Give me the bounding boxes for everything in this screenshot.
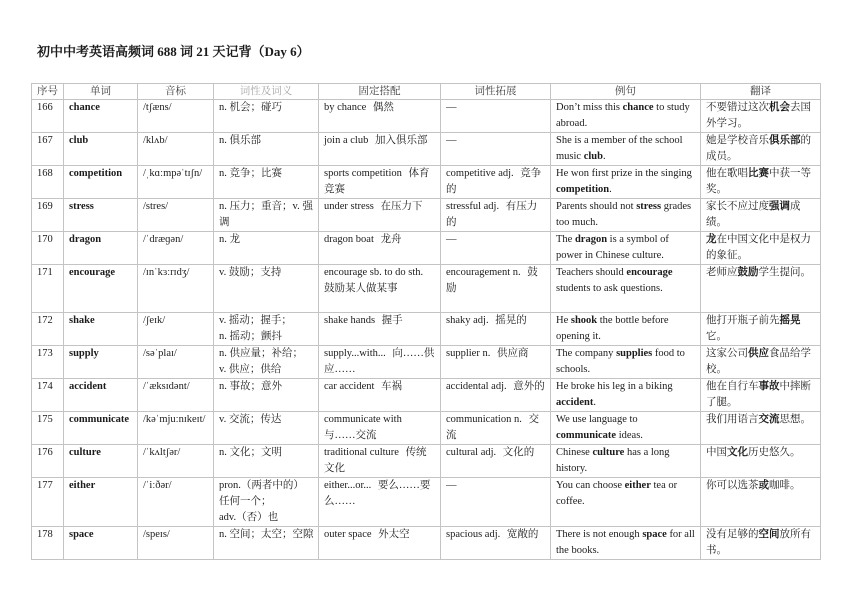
example-keyword: encourage: [626, 267, 673, 278]
translation-text: 在中国文化中是权力的象征。: [706, 234, 811, 261]
vocabulary-table: [31, 83, 821, 560]
example-keyword: either: [624, 480, 651, 491]
collocation-meaning: 向……供应……: [324, 348, 435, 375]
example-text: He broke his leg in a biking: [556, 381, 673, 392]
meaning-line: n. 竞争；比赛: [219, 168, 282, 179]
example-text: He: [556, 315, 571, 326]
example-keyword: chance: [622, 102, 654, 113]
vocabulary-word: chance: [64, 100, 138, 133]
word-form-extension: [441, 379, 551, 412]
example-text: Teachers should: [556, 267, 627, 278]
word-form-extension: [441, 478, 551, 527]
example-sentence: [551, 527, 701, 560]
extension-word: —: [446, 234, 457, 245]
part-of-speech-meaning: [214, 199, 319, 232]
translation-text: 它。: [706, 331, 727, 342]
vocabulary-word: communicate: [64, 412, 138, 445]
table-row: [32, 346, 821, 379]
collocation-phrase: either...or...: [324, 480, 372, 491]
meaning-line: pron.（两者中的）: [219, 480, 304, 491]
extension-word: spacious adj.: [446, 529, 501, 540]
translation: [701, 527, 821, 560]
part-of-speech-meaning: [214, 527, 319, 560]
meaning-line: adv.（否）也: [219, 512, 279, 523]
collocation-phrase: shake hands: [324, 315, 376, 326]
collocation-meaning: 握手: [381, 315, 403, 326]
collocation-meaning: 在压力下: [380, 201, 423, 212]
extension-word: accidental adj.: [446, 381, 507, 392]
example-sentence: [551, 166, 701, 199]
translation-text: 去国外学习。: [706, 102, 811, 129]
column-header-number: 序号: [32, 84, 64, 100]
table-row: [32, 478, 821, 527]
extension-meaning: 文化的: [502, 447, 535, 458]
collocation-phrase: under stress: [324, 201, 374, 212]
collocation-phrase: traditional culture: [324, 447, 399, 458]
phonetic-transcription: /klʌb/: [138, 133, 214, 166]
translation-keyword: 事故: [758, 381, 780, 392]
extension-meaning: 意外的: [513, 381, 545, 392]
example-sentence: [551, 133, 701, 166]
fixed-collocation: [319, 232, 441, 265]
meaning-line: 任何一个；: [219, 496, 272, 507]
example-text: The: [556, 234, 575, 245]
part-of-speech-meaning: [214, 478, 319, 527]
extension-word: shaky adj.: [446, 315, 489, 326]
vocabulary-word: supply: [64, 346, 138, 379]
row-number: 174: [32, 379, 64, 412]
vocabulary-word: encourage: [64, 265, 138, 313]
example-text: for all the books.: [556, 529, 695, 556]
row-number: 168: [32, 166, 64, 199]
word-form-extension: [441, 346, 551, 379]
example-text: grades too much.: [556, 201, 692, 228]
translation-text: 她是学校音乐: [706, 135, 769, 146]
translation-keyword: 摇晃: [779, 315, 801, 326]
extension-meaning: 鼓励: [446, 267, 538, 294]
meaning-line: n. 摇动；颤抖: [219, 331, 282, 342]
example-sentence: [551, 100, 701, 133]
column-header-translation: 翻译: [701, 84, 821, 100]
table-body: [32, 100, 821, 560]
translation-text: 他打开瓶子前先: [706, 315, 780, 326]
table-row: [32, 445, 821, 478]
collocation-phrase: communicate with: [324, 414, 402, 425]
collocation-phrase: dragon boat: [324, 234, 374, 245]
extension-word: —: [446, 102, 457, 113]
extension-word: stressful adj.: [446, 201, 500, 212]
phonetic-transcription: /ʃeɪk/: [138, 313, 214, 346]
word-form-extension: [441, 199, 551, 232]
translation-text: 中国: [706, 447, 727, 458]
part-of-speech-meaning: [214, 133, 319, 166]
table-row: [32, 265, 821, 313]
part-of-speech-meaning: [214, 100, 319, 133]
phonetic-transcription: /stres/: [138, 199, 214, 232]
translation-keyword: 供应: [748, 348, 769, 359]
translation: [701, 265, 821, 313]
extension-word: competitive adj.: [446, 168, 514, 179]
extension-word: encouragement n.: [446, 267, 521, 278]
example-text: Chinese: [556, 447, 593, 458]
example-text: The company: [556, 348, 617, 359]
page-title: 初中中考英语高频词 688 词 21 天记背（Day 6）: [37, 44, 310, 59]
vocabulary-word: space: [64, 527, 138, 560]
table-row: [32, 313, 821, 346]
translation-keyword: 比赛: [748, 168, 769, 179]
extension-meaning: 摇晃的: [495, 315, 527, 326]
row-number: 166: [32, 100, 64, 133]
translation-keyword: 鼓励: [737, 267, 759, 278]
example-keyword: culture: [592, 447, 625, 458]
table-row: [32, 166, 821, 199]
example-sentence: [551, 478, 701, 527]
fixed-collocation: [319, 100, 441, 133]
meaning-line: n. 龙: [219, 234, 240, 245]
translation-text: 没有足够的: [706, 529, 759, 540]
example-sentence: [551, 313, 701, 346]
phonetic-transcription: /ɪnˈkɜːrɪdʒ/: [138, 265, 214, 313]
vocabulary-word: competition: [64, 166, 138, 199]
part-of-speech-meaning: [214, 166, 319, 199]
example-text: We use language to: [556, 414, 638, 425]
fixed-collocation: [319, 445, 441, 478]
phonetic-transcription: /ˈæksɪdənt/: [138, 379, 214, 412]
meaning-line: v. 鼓励；支持: [219, 267, 282, 278]
translation-text: 历史悠久。: [748, 447, 801, 458]
translation: [701, 166, 821, 199]
collocation-phrase: encourage sb. to do sth.: [324, 267, 424, 278]
example-keyword: space: [642, 529, 667, 540]
fixed-collocation: [319, 199, 441, 232]
example-text: has a long history.: [556, 447, 670, 474]
translation: [701, 133, 821, 166]
collocation-phrase: by chance: [324, 102, 367, 113]
meaning-line: v. 供应；供给: [219, 364, 282, 375]
extension-meaning: 宽敞的: [506, 529, 539, 540]
example-keyword: competition: [556, 184, 610, 195]
part-of-speech-meaning: [214, 265, 319, 313]
fixed-collocation: [319, 527, 441, 560]
collocation-meaning: 传统文化: [324, 447, 427, 474]
collocation-meaning: 车祸: [381, 381, 403, 392]
collocation-meaning: 偶然: [372, 102, 394, 113]
example-text: food to schools.: [556, 348, 685, 375]
translation: [701, 412, 821, 445]
translation-text: 咖啡。: [769, 480, 801, 491]
fixed-collocation: [319, 346, 441, 379]
extension-meaning: 交流: [446, 414, 539, 441]
example-text: .: [593, 397, 596, 408]
translation: [701, 478, 821, 527]
example-text: Don’t miss this: [556, 102, 623, 113]
table-row: [32, 379, 821, 412]
extension-meaning: 竞争的: [446, 168, 542, 195]
meaning-line: n. 机会；碰巧: [219, 102, 282, 113]
example-text: tea or coffee.: [556, 480, 678, 507]
extension-meaning: 供应商: [496, 348, 529, 359]
fixed-collocation: [319, 166, 441, 199]
collocation-meaning: 外太空: [378, 529, 410, 540]
example-text: ideas.: [616, 430, 643, 441]
meaning-line: n. 文化；文明: [219, 447, 282, 458]
meaning-line: v. 交流；传达: [219, 414, 282, 425]
table-row: [32, 199, 821, 232]
example-keyword: shook: [570, 315, 598, 326]
phonetic-transcription: /ˌkɑːmpəˈtɪʃn/: [138, 166, 214, 199]
extension-word: communication n.: [446, 414, 522, 425]
word-form-extension: [441, 100, 551, 133]
example-keyword: stress: [636, 201, 662, 212]
example-keyword: dragon: [574, 234, 608, 245]
example-sentence: [551, 199, 701, 232]
word-form-extension: [441, 412, 551, 445]
column-header-example: 例句: [551, 84, 701, 100]
word-form-extension: [441, 133, 551, 166]
example-text: the bottle before opening it.: [556, 315, 669, 342]
fixed-collocation: [319, 379, 441, 412]
column-header-extension: 词性拓展: [441, 84, 551, 100]
translation-text: 成绩。: [706, 201, 801, 228]
translation-text: 你可以选茶: [706, 480, 759, 491]
example-text: She is a member of the school music: [556, 135, 683, 162]
example-text: He won first prize in the singing: [556, 168, 692, 179]
collocation-phrase: car accident: [324, 381, 375, 392]
table-row: [32, 100, 821, 133]
phonetic-transcription: /ˈdræɡən/: [138, 232, 214, 265]
translation: [701, 100, 821, 133]
table-row: [32, 412, 821, 445]
translation: [701, 346, 821, 379]
translation-text: 我们用语言: [706, 414, 759, 425]
translation-text: 食品给学校。: [706, 348, 811, 375]
word-form-extension: [441, 232, 551, 265]
translation: [701, 313, 821, 346]
phonetic-transcription: /səˈplaɪ/: [138, 346, 214, 379]
fixed-collocation: [319, 313, 441, 346]
translation-keyword: 机会: [769, 102, 790, 113]
part-of-speech-meaning: [214, 445, 319, 478]
example-text: .: [609, 184, 612, 195]
example-text: students to ask questions.: [556, 283, 663, 294]
meaning-line: n. 供应量；补给；: [219, 348, 303, 359]
translation: [701, 445, 821, 478]
column-header-collocation: 固定搭配: [319, 84, 441, 100]
example-text: .: [602, 151, 606, 162]
meaning-line: v. 摇动；握手；: [219, 315, 292, 326]
collocation-meaning: 体育竞赛: [324, 168, 430, 195]
phonetic-transcription: /tʃæns/: [138, 100, 214, 133]
translation-keyword: 强调: [769, 201, 790, 212]
translation-text: 放所有书。: [706, 529, 811, 556]
vocabulary-word: culture: [64, 445, 138, 478]
word-form-extension: [441, 265, 551, 313]
example-keyword: communicate: [556, 430, 617, 441]
translation-text: 家长不应过度: [706, 201, 769, 212]
part-of-speech-meaning: [214, 232, 319, 265]
word-form-extension: [441, 527, 551, 560]
fixed-collocation: [319, 133, 441, 166]
word-form-extension: [441, 313, 551, 346]
translation-text: 思想。: [779, 414, 811, 425]
row-number: 177: [32, 478, 64, 527]
vocabulary-word: stress: [64, 199, 138, 232]
extension-word: —: [446, 480, 457, 491]
example-keyword: accident: [556, 397, 594, 408]
row-number: 178: [32, 527, 64, 560]
example-sentence: [551, 346, 701, 379]
example-keyword: supplies: [616, 348, 653, 359]
translation-text: 他在自行车: [706, 381, 759, 392]
collocation-meaning: 鼓励某人做某事: [324, 283, 398, 294]
meaning-line: n. 俱乐部: [219, 135, 261, 146]
word-form-extension: [441, 445, 551, 478]
translation-text: 这家公司: [706, 348, 748, 359]
table-header: [32, 84, 821, 100]
meaning-line: n. 压力；重音；v. 强调: [219, 201, 313, 228]
phonetic-transcription: /ˈkʌltʃər/: [138, 445, 214, 478]
column-header-meaning: 词性及词义: [214, 84, 319, 100]
table-row: [32, 527, 821, 560]
translation-text: 中获一等奖。: [706, 168, 811, 195]
translation-keyword: 交流: [758, 414, 780, 425]
example-text: You can choose: [556, 480, 625, 491]
collocation-phrase: supply...with...: [324, 348, 386, 359]
vocabulary-word: accident: [64, 379, 138, 412]
table-row: [32, 232, 821, 265]
fixed-collocation: [319, 478, 441, 527]
example-text: There is not enough: [556, 529, 643, 540]
phonetic-transcription: /ˈiːðər/: [138, 478, 214, 527]
extension-word: cultural adj.: [446, 447, 497, 458]
meaning-line: n. 事故；意外: [219, 381, 282, 392]
translation-keyword: 俱乐部: [769, 135, 801, 146]
part-of-speech-meaning: [214, 346, 319, 379]
fixed-collocation: [319, 265, 441, 313]
translation-keyword: 龙: [706, 234, 717, 245]
phonetic-transcription: /kəˈmjuːnɪkeɪt/: [138, 412, 214, 445]
fixed-collocation: [319, 412, 441, 445]
example-sentence: [551, 379, 701, 412]
phonetic-transcription: /speɪs/: [138, 527, 214, 560]
example-sentence: [551, 412, 701, 445]
collocation-phrase: outer space: [324, 529, 372, 540]
column-header-phonetic: 音标: [138, 84, 214, 100]
vocabulary-word: shake: [64, 313, 138, 346]
header-row: [32, 84, 821, 100]
translation-keyword: 或: [758, 480, 769, 491]
vocabulary-word: dragon: [64, 232, 138, 265]
collocation-meaning: 加入俱乐部: [374, 135, 428, 146]
example-text: is a symbol of power in Chinese culture.: [556, 234, 669, 261]
row-number: 173: [32, 346, 64, 379]
row-number: 171: [32, 265, 64, 313]
translation-text: 不要错过这次: [706, 102, 769, 113]
extension-meaning: 有压力的: [446, 201, 538, 228]
translation-keyword: 空间: [758, 529, 780, 540]
extension-word: —: [446, 135, 457, 146]
column-header-word: 单词: [64, 84, 138, 100]
meaning-line: n. 空间；太空；空隙: [219, 529, 314, 540]
example-sentence: [551, 232, 701, 265]
translation-text: 老师应: [706, 267, 738, 278]
example-sentence: [551, 445, 701, 478]
translation-text: 他在歌唱: [706, 168, 748, 179]
example-sentence: [551, 265, 701, 313]
extension-word: supplier n.: [446, 348, 491, 359]
row-number: 172: [32, 313, 64, 346]
row-number: 176: [32, 445, 64, 478]
example-text: to study abroad.: [556, 102, 690, 129]
translation: [701, 232, 821, 265]
row-number: 175: [32, 412, 64, 445]
table-row: [32, 133, 821, 166]
part-of-speech-meaning: [214, 313, 319, 346]
vocabulary-word: club: [64, 133, 138, 166]
translation-text: 的成员。: [706, 135, 811, 162]
collocation-phrase: sports competition: [324, 168, 402, 179]
translation: [701, 199, 821, 232]
collocation-meaning: 与……交流: [324, 430, 377, 441]
row-number: 167: [32, 133, 64, 166]
translation-text: 学生提问。: [758, 267, 811, 278]
translation-text: 中摔断了腿。: [706, 381, 811, 408]
row-number: 170: [32, 232, 64, 265]
translation: [701, 379, 821, 412]
example-keyword: club: [583, 151, 603, 162]
part-of-speech-meaning: [214, 379, 319, 412]
part-of-speech-meaning: [214, 412, 319, 445]
collocation-meaning: 要么……要么……: [324, 480, 431, 507]
example-text: Parents should not: [556, 201, 637, 212]
collocation-meaning: 龙舟: [380, 234, 402, 245]
vocabulary-word: either: [64, 478, 138, 527]
collocation-phrase: join a club: [324, 135, 369, 146]
word-form-extension: [441, 166, 551, 199]
row-number: 169: [32, 199, 64, 232]
translation-keyword: 文化: [727, 447, 748, 458]
